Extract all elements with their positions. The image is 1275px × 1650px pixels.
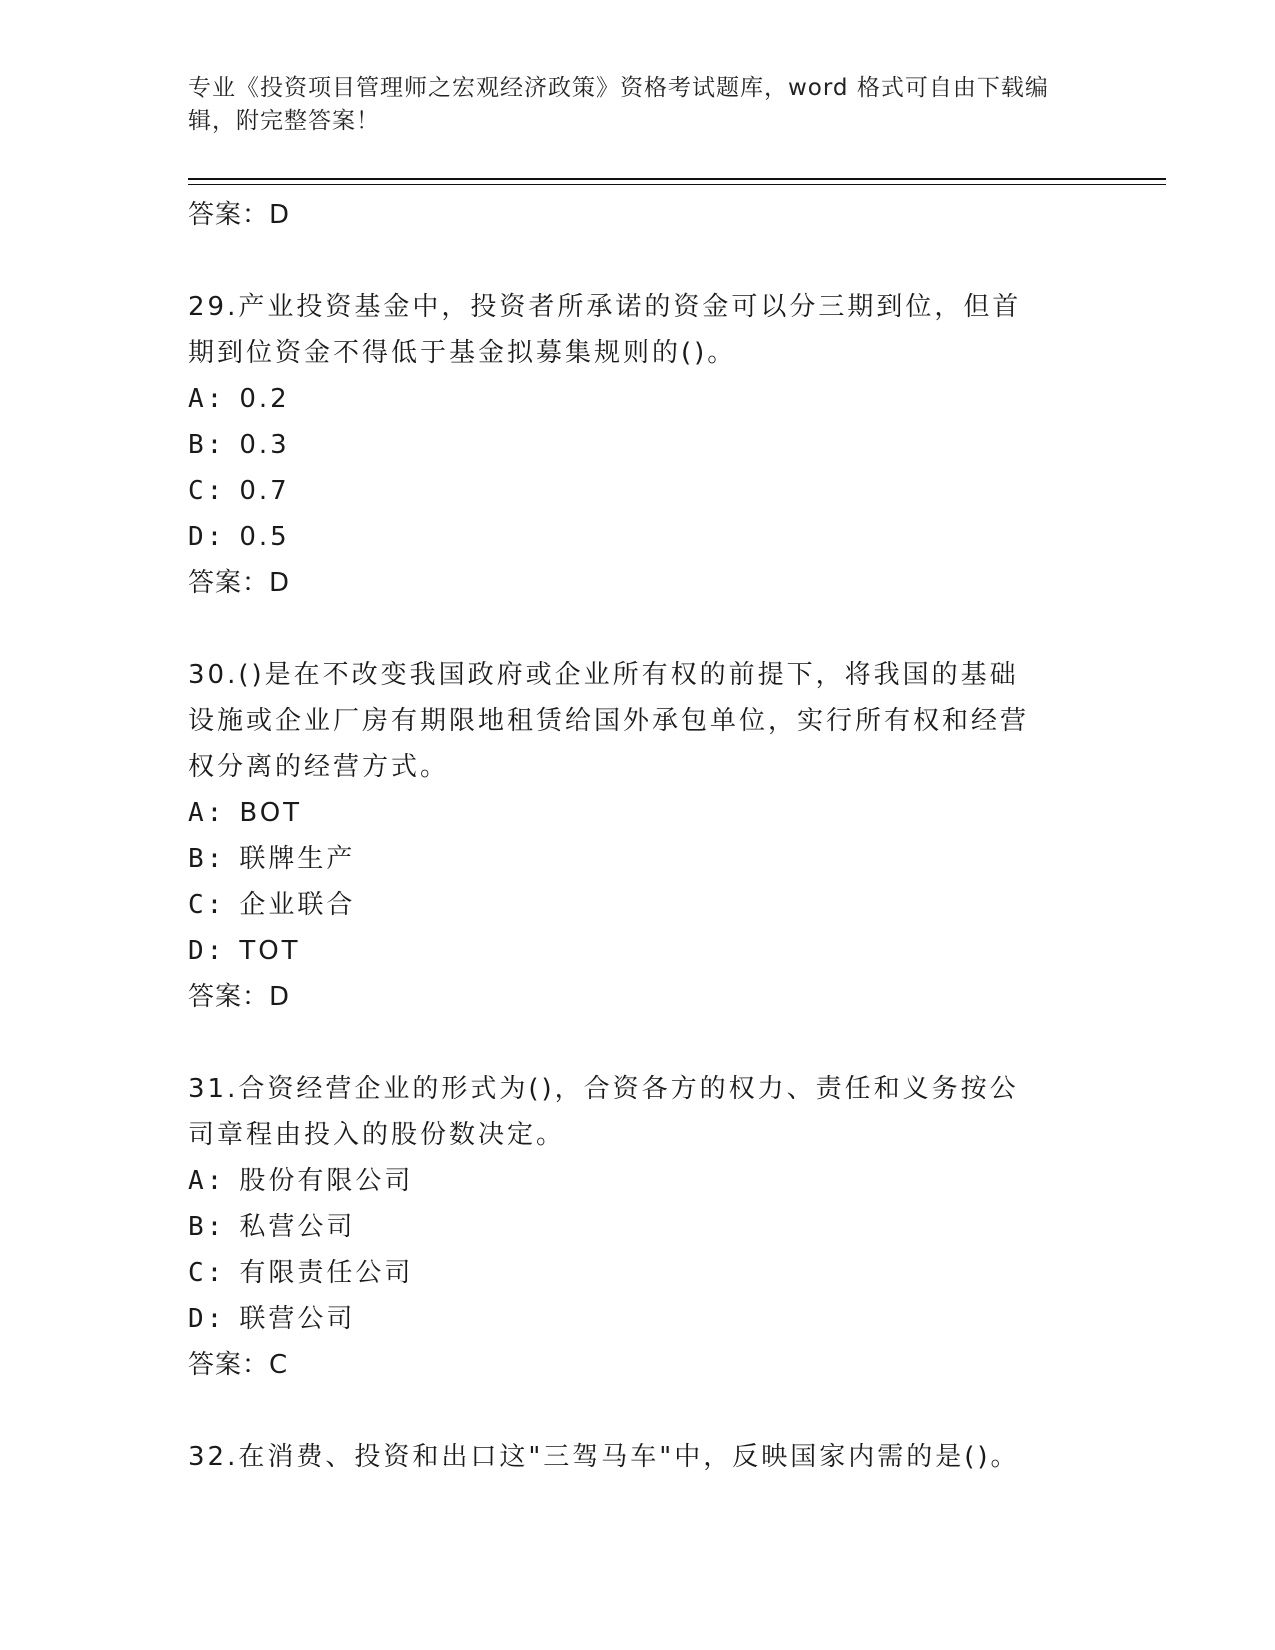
option-d [188,514,1088,560]
option-label: C: [188,1258,226,1288]
option-a [188,1158,1088,1204]
question-block [188,284,1088,606]
spacer [188,238,1088,284]
header-divider-thin [188,184,1166,185]
option-label: D: [188,1304,226,1334]
option-label: C: [188,476,226,506]
question-stem: 31.合资经营企业的形式为()，合资各方的权力、责任和义务按公司章程由投入的股份数决定。 [188,1074,1019,1150]
option-label: A: [188,1166,226,1196]
answer-line: 答案：C [188,1350,289,1380]
option-text: 0.2 [239,384,290,414]
option-text: 联营公司 [239,1304,356,1334]
option-text: 0.5 [239,522,290,552]
option-a [188,376,1088,422]
question-stem: 29.产业投资基金中，投资者所承诺的资金可以分三期到位，但首期到位资金不得低于基金拟募集规则的()。 [188,292,1022,368]
option-text: 股份有限公司 [239,1166,414,1196]
question-stem: 30.()是在不改变我国政府或企业所有权的前提下，将我国的基础设施或企业厂房有期限地租赁给国外承包单位，实行所有权和经营权分离的经营方式。 [188,660,1030,782]
option-label: A: [188,384,226,414]
spacer [188,1020,1088,1066]
option-text: 0.3 [239,430,290,460]
option-label: B: [188,1212,226,1242]
answer-line: 答案：D [188,200,291,230]
option-a [188,790,1088,836]
answer-line: 答案：D [188,568,291,598]
question-block [188,1434,1088,1480]
document-header: 专业《投资项目管理师之宏观经济政策》资格考试题库，word 格式可自由下载编辑，附完整答案！ [188,75,1049,134]
option-d [188,1296,1088,1342]
option-b [188,1204,1088,1250]
option-c [188,882,1088,928]
option-label: A: [188,798,226,828]
option-label: D: [188,522,226,552]
question-stem: 32.在消费、投资和出口这"三驾马车"中，反映国家内需的是()。 [188,1442,1020,1472]
option-c [188,1250,1088,1296]
question-block [188,1066,1088,1388]
option-label: B: [188,430,226,460]
spacer [188,1388,1088,1434]
option-text: 企业联合 [239,890,356,920]
header-divider-thick [188,178,1166,180]
option-b [188,422,1088,468]
option-label: D: [188,936,226,966]
question-list [188,192,1088,1480]
spacer [188,606,1088,652]
option-text: TOT [239,936,301,966]
question-block [188,652,1088,1020]
option-label: C: [188,890,226,920]
option-text: 私营公司 [239,1212,356,1242]
option-text: 有限责任公司 [239,1258,414,1288]
answer-line: 答案：D [188,982,291,1012]
option-text: 0.7 [239,476,290,506]
option-label: B: [188,844,226,874]
option-text: 联牌生产 [239,844,356,874]
option-text: BOT [239,798,303,828]
option-c [188,468,1088,514]
option-d [188,928,1088,974]
option-b [188,836,1088,882]
